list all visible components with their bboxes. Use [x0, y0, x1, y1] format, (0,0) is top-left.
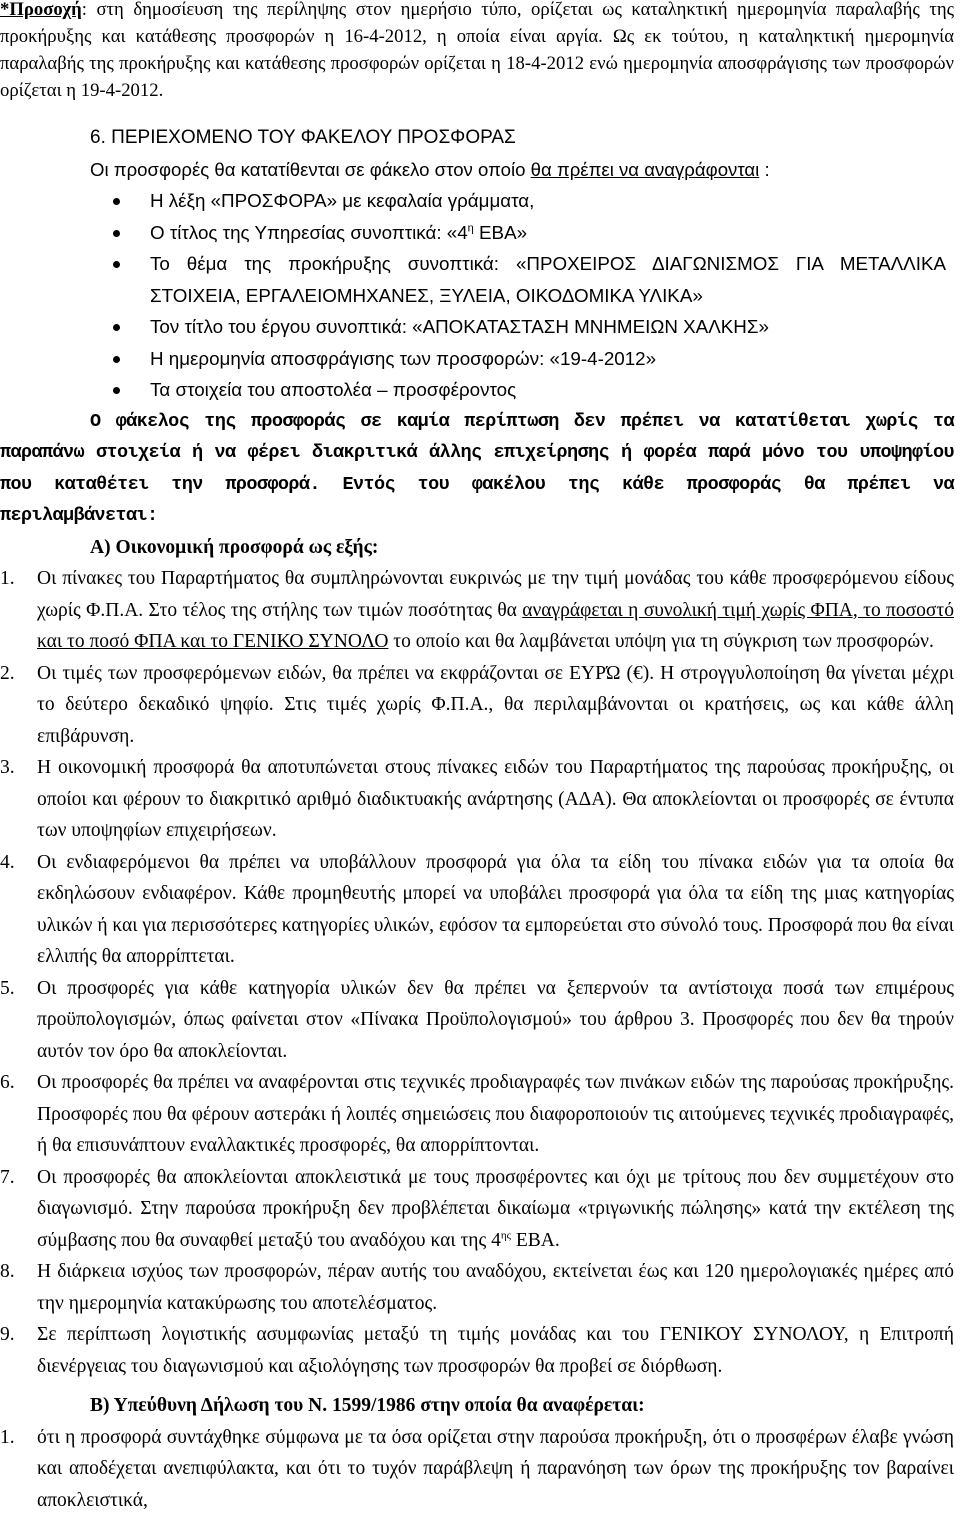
list-item: [0, 1256, 954, 1319]
bullet-text: Ο τίτλος της Υπηρεσίας συνοπτικά: «4: [150, 222, 468, 243]
list-item: [150, 343, 954, 375]
bullet-text: Η λέξη «ΠΡΟΣΦΟΡΑ» με κεφαλαία γράμματα,: [150, 190, 534, 211]
item-text: Η οικονομική προσφορά θα αποτυπώνεται στους πίνακες ειδών του Παραρτήματος της παρούσας προκήρυξης, οι οποίοι και φέρουν το διακριτικό αριθμό διαδικτυακής ανάρτησης (ΑΔΑ). Θα αποκλείονται οι προσφορές σε έντυπα των υποψηφίων επιχειρήσεων.: [37, 757, 954, 841]
item-number: 1.: [0, 1422, 15, 1454]
intro-underlined: θα πρέπει να αναγράφονται: [531, 159, 760, 180]
list-item: [0, 752, 954, 847]
section-intro: [90, 154, 954, 186]
list-item: [0, 1162, 954, 1257]
item-text: Οι ενδιαφερόμενοι θα πρέπει να υποβάλλουν προσφορά για όλα τα είδη του πίνακα ειδών για τα οποία θα εκδηλώσουν ενδιαφέρον. Κάθε προμηθευτής μπορεί να υποβάλει προσφορά για όλα τα είδη της μιας κατηγορίας υλικών ή και για περισσότερες κατηγορίες υλικών, εφόσον τα εμπορεύεται στο σύνολό τους. Προσφορά που θα είναι ελλιπής θα απορρίπτεται.: [37, 852, 954, 968]
item-number: 3.: [0, 752, 15, 784]
notice-paragraph: [0, 0, 954, 104]
item-number: 4.: [0, 847, 15, 879]
list-item: [150, 374, 954, 406]
list-item: [150, 217, 954, 249]
item-text: Οι προσφορές για κάθε κατηγορία υλικών δεν θα πρέπει να ξεπερνούν τα αντίστοιχα ποσά των επιμέρους προϋπολογισμών, όπως φαίνεται στον «Πίνακα Προϋπολογισμού» του άρθρου 3. Προσφορές που δεν θα τηρούν αυτόν τον όρο θα αποκλείονται.: [37, 978, 954, 1062]
list-item: [150, 248, 954, 311]
item-text: ότι η προσφορά συντάχθηκε σύμφωνα με τα όσα ορίζεται στην παρούσα προκήρυξη, ότι ο προσφέρων έλαβε γνώση και αποδέχεται ανεπιφύλακτα, και ότι το τυχόν παράβλεψη ή παρανόηση των όρων της προκήρυξης τον βαραίνει αποκλειστικά,: [37, 1427, 954, 1511]
item-underlined: αναγράφεται η συνολική τιμή χωρίς ΦΠΑ, το ποσοστό και το ποσό ΦΠΑ και το ΓΕΝΙΚΟ ΣΥΝΟΛΟ: [37, 600, 954, 653]
list-item: [150, 311, 954, 343]
item-number: 1.: [0, 563, 15, 595]
superscript: η: [468, 222, 474, 234]
bullet-text: Τα στοιχεία του αποστολέα – προσφέροντος: [150, 379, 516, 400]
bullet-text: ΕΒΑ»: [474, 222, 527, 243]
item-number: 9.: [0, 1319, 15, 1351]
envelope-warning-paragraph: [0, 406, 954, 532]
spacer: [0, 1382, 954, 1390]
item-text: Η διάρκεια ισχύος των προσφορών, πέραν αυτής του αναδόχου, εκτείνεται έως και 120 ημερολογιακές ημέρες από την ημερομηνία κατακύρωσης του αποτελέσματος.: [37, 1261, 954, 1314]
item-number: 2.: [0, 658, 15, 690]
notice-lead: *Προσοχή: [0, 0, 82, 20]
envelope-bullet-list: [0, 185, 954, 406]
list-item: [0, 658, 954, 753]
bullet-text: Η ημερομηνία αποσφράγισης των προσφορών:: [150, 348, 550, 369]
bullet-text: Το θέμα της προκήρυξης συνοπτικά: «ΠΡΟΧΕΙΡΟΣ ΔΙΑΓΩΝΙΣΜΟΣ ΓΙΑ ΜΕΤΑΛΛΙΚΑ ΣΤΟΙΧΕΙΑ, ΕΡΓΑΛΕΙΟΜΗΧΑΝΕΣ, ΞΥΛΕΙΑ, ΟΙΚΟΔΟΜΙΚΑ ΥΛΙΚΑ»: [150, 253, 946, 306]
list-item: [0, 563, 954, 658]
bullet-date: «19-4-2012»: [550, 348, 657, 369]
intro-text: Οι προσφορές θα κατατίθενται σε φάκελο στον οποίο: [90, 159, 531, 180]
item-text: Σε περίπτωση λογιστικής ασυμφωνίας μεταξύ τη τιμής μονάδας και του ΓΕΝΙΚΟΥ ΣΥΝΟΛΟΥ, η Επιτροπή διενέργειας του διαγωνισμού και αξιολόγησης των προσφορών θα προβεί σε διόρθωση.: [37, 1324, 954, 1377]
list-item: [0, 1319, 954, 1382]
list-item: [0, 1067, 954, 1162]
item-number: 5.: [0, 973, 15, 1005]
list-item: [0, 847, 954, 973]
item-text: Οι πίνακες του Παραρτήματος θα συμπληρώνονται ευκρινώς με την τιμή μονάδας του κάθε προσφερόμενου είδους χωρίς Φ.Π.Α. Στο τέλος της στήλης των τιμών ποσότητας θα: [37, 568, 954, 621]
intro-colon: :: [759, 159, 769, 180]
financial-offer-list: [0, 563, 954, 1382]
item-number: 8.: [0, 1256, 15, 1288]
subheading-solemn-declaration: Β) Υπεύθυνη Δήλωση του Ν. 1599/1986 στην οποία θα αναφέρεται:: [90, 1390, 954, 1422]
list-item: [0, 973, 954, 1068]
item-text: το οποίο και θα λαμβάνεται υπόψη για τη σύγκριση των προσφορών.: [388, 631, 933, 652]
superscript: ης: [501, 1229, 511, 1241]
warning-text: Ο φάκελος της προσφοράς σε καμία περίπτωση δεν πρέπει να κατατίθεται χωρίς τα παραπάνω στοιχεία ή να φέρει διακριτικά άλλης επιχείρησης ή φορέα παρά μόνο του υποψηφίου που καταθέτει την προσφορά. Εντός του φακέλου της κάθε προσφοράς θα πρέπει να περιλαμβάνεται:: [0, 411, 954, 527]
item-text: Οι τιμές των προσφερόμενων ειδών, θα πρέπει να εκφράζονται σε ΕΥΡΏ (€). Η στρογγυλοποίηση θα γίνεται μέχρι το δεύτερο δεκαδικό ψηφίο. Στις τιμές χωρίς Φ.Π.Α., θα περιλαμβάνονται οι κρατήσεις, ως και κάθε άλλη επιβάρυνση.: [37, 663, 954, 747]
section-title: 6. ΠΕΡΙΕΧΟΜΕΝΟ ΤΟΥ ΦΑΚΕΛΟΥ ΠΡΟΣΦΟΡΑΣ: [90, 122, 954, 154]
subheading-financial-offer: Α) Οικονομική προσφορά ως εξής:: [90, 532, 954, 564]
item-number: 7.: [0, 1162, 15, 1194]
notice-text: : στη δημοσίευση της περίληψης στον ημερήσιο τύπο, ορίζεται ως καταληκτική ημερομηνία παραλαβής της προκήρυξης και κατάθεσης προσφορών η 16-4-2012, η οποία είναι αργία. Ως εκ τούτου, η καταληκτική ημερομηνία παραλαβής της προκήρυξης και κατάθεσης προσφορών ορίζεται η 18-4-2012 ενώ ημερομηνία αποσφράγισης των προσφορών ορίζεται η 19-4-2012.: [0, 0, 954, 101]
list-item: [0, 1422, 954, 1516]
item-number: 6.: [0, 1067, 15, 1099]
item-text: Οι προσφορές θα πρέπει να αναφέρονται στις τεχνικές προδιαγραφές των πινάκων ειδών της παρούσας προκήρυξης. Προσφορές που θα φέρουν αστεράκι ή λοιπές σημειώσεις που διαφοροποιούν τις αιτούμενες τεχνικές προδιαγραφές, ή θα επισυνάπτουν εναλλακτικές προσφορές, θα απορρίπτονται.: [37, 1072, 954, 1156]
item-text: ΕΒΑ.: [511, 1230, 560, 1251]
bullet-text: Τον τίτλο του έργου συνοπτικά: «ΑΠΟΚΑΤΑΣΤΑΣΗ ΜΝΗΜΕΙΩΝ ΧΑΛΚΗΣ»: [150, 316, 769, 337]
list-item: [150, 185, 954, 217]
declaration-list: [0, 1422, 954, 1516]
section-6: [0, 122, 954, 1516]
item-text: Οι προσφορές θα αποκλείονται αποκλειστικά με τους προσφέροντες και όχι με τρίτους που δεν συμμετέχουν στο διαγωνισμό. Στην παρούσα προκήρυξη δεν προβλέπεται δικαίωμα «τριγωνικής πώλησης» κατά την εκτέλεση της σύμβασης που θα συναφθεί μεταξύ του αναδόχου και της 4: [37, 1167, 954, 1251]
